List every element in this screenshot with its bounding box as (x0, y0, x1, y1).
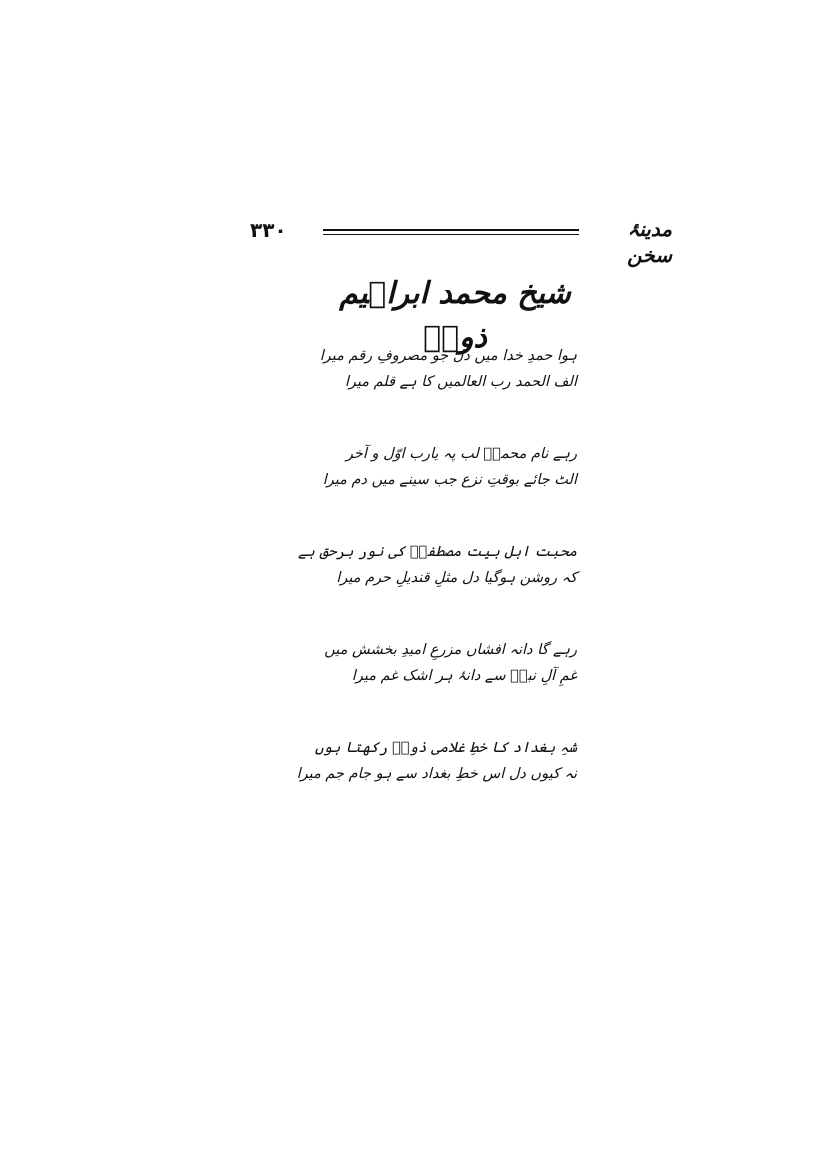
poet-name: شیخ محمد ابراہیم ذوقؔ (339, 276, 571, 355)
header-rule (323, 229, 579, 235)
verse-line: نہ کیوں دل اس خطِ بغداد سے ہو جام جم میرا (296, 766, 577, 782)
verse-line: الف الحمد رب العالمیں کا ہے قلم میرا (344, 374, 577, 390)
verse-line: کہ روشن ہوگیا دل مثلِ قندیلِ حرم میرا (336, 570, 577, 586)
couplet (319, 344, 577, 442)
verse-line: شہِ بغداد کا خطِ غلامی ذوقؔ رکھتا ہوں (314, 740, 577, 756)
couplet (324, 638, 577, 736)
page-number: ۳۳۰ (250, 218, 287, 242)
couplet (322, 442, 577, 540)
couplet (296, 736, 577, 834)
verse-line: رہے نام محمدؐ لب پہ یارب اوّل و آخر (345, 446, 577, 462)
couplet (297, 540, 577, 638)
verse-line: الٹ جائے بوقتِ نزع جب سینے میں دم میرا (322, 472, 577, 488)
couplet-list (296, 344, 577, 834)
verse-line: ہوا حمدِ خدا میں دل جو مصروفِ رقم میرا (319, 348, 577, 364)
verse-line: غمِ آلِ نبیؐ سے دانۂ ہر اشک غم میرا (351, 668, 577, 684)
verse-line: محبت اہل بیت مصطفیؐ کی نور برحق ہے (297, 544, 577, 560)
book-title: مدینۂ سخن (627, 217, 672, 267)
verse-line: رہے گا دانہ افشاں مزرعِ امیدِ بخشش میں (324, 642, 577, 658)
